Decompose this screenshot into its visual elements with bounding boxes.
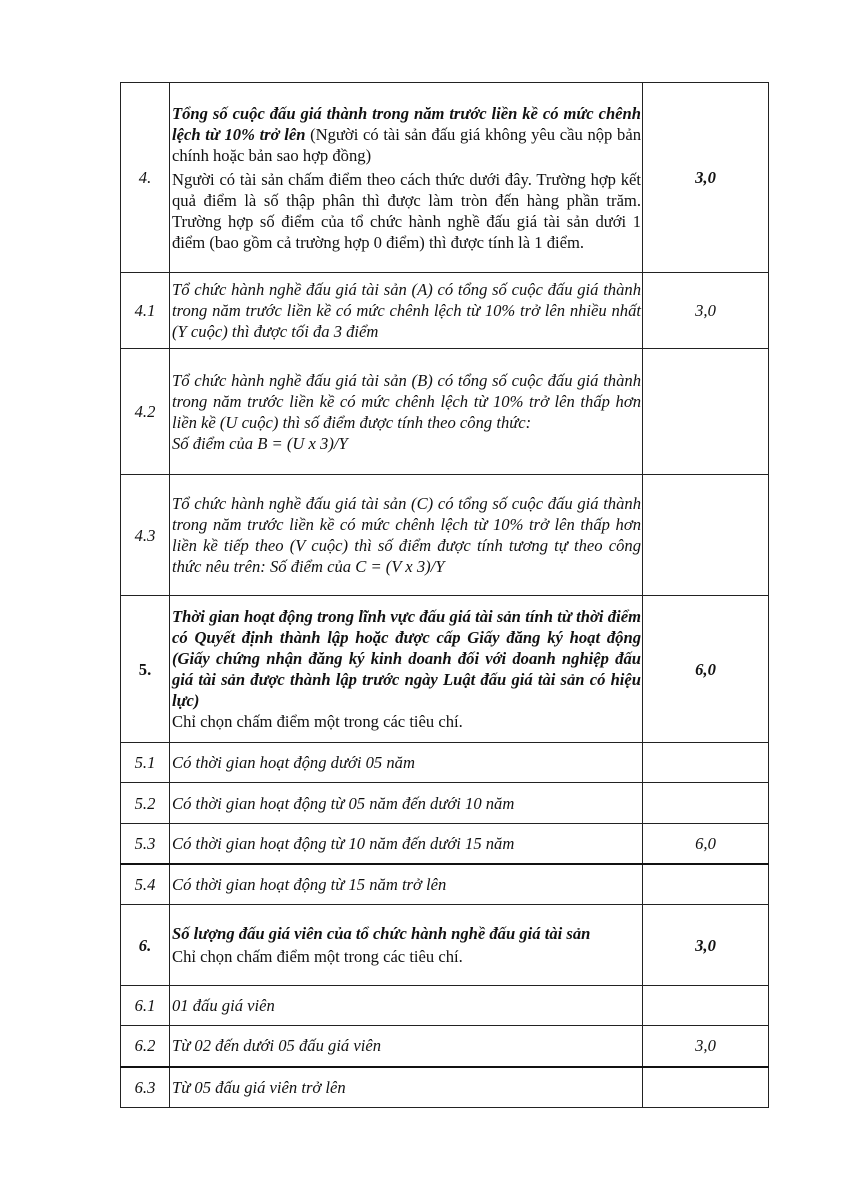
criteria-row [121,905,769,986]
criteria-number: 4. [121,83,170,273]
criteria-score [643,864,769,905]
criteria-row [121,475,769,596]
criteria-score: 3,0 [643,1026,769,1067]
criteria-formula: Số điểm của B = (U x 3)/Y [172,433,348,453]
criteria-score: 3,0 [643,273,769,349]
criteria-number: 4.1 [121,273,170,349]
criteria-description: Có thời gian hoạt động từ 10 năm đến dưới 15 năm [170,824,643,864]
criteria-score [643,783,769,824]
criteria-title-suffix: (Người có tài sản đấu giá không yêu cầu nộp bản chính hoặc bản sao hợp đồng) [172,124,641,165]
criteria-text: Tổ chức hành nghề đấu giá tài sản (B) có tổng số cuộc đấu giá thành trong năm trước liền kề có mức chênh lệch từ 10% trở lên thấp hơn liền kề (U cuộc) thì số điểm được tính theo công thức: [172,370,641,432]
criteria-description: Từ 02 đến dưới 05 đấu giá viên [170,1026,643,1067]
criteria-description: Có thời gian hoạt động dưới 05 năm [170,743,643,783]
criteria-note: Người có tài sản chấm điểm theo cách thức dưới đây. Trường hợp kết quả điểm là số thập phân thì được làm tròn đến hàng phần trăm. Trường hợp số điểm của tổ chức hành nghề đấu giá tài sản dưới 1 điểm (bao gồm cả trường hợp 0 điểm) thì được tính là 1 điểm. [172,169,641,252]
criteria-score [643,1067,769,1108]
criteria-score: 6,0 [643,824,769,864]
criteria-row [121,986,769,1026]
criteria-row [121,1067,769,1108]
criteria-row [121,824,769,864]
criteria-number: 6.2 [121,1026,170,1067]
criteria-number: 6. [121,905,170,986]
criteria-title: Thời gian hoạt động trong lĩnh vực đấu giá tài sản tính từ thời điểm có Quyết định thành lập hoặc được cấp Giấy đăng ký hoạt động (Giấy chứng nhận đăng ký kinh doanh đối với doanh nghiệp đấu giá tài sản được thành lập trước ngày Luật đấu giá tài sản có hiệu lực) [172,607,641,710]
criteria-number: 4.3 [121,475,170,596]
criteria-row [121,783,769,824]
criteria-number: 5.4 [121,864,170,905]
criteria-score [643,743,769,783]
criteria-description [170,596,643,743]
criteria-description: Có thời gian hoạt động từ 05 năm đến dưới 10 năm [170,783,643,824]
criteria-description [170,905,643,986]
criteria-row [121,349,769,475]
criteria-number: 4.2 [121,349,170,475]
criteria-description [170,349,643,475]
criteria-description: 01 đấu giá viên [170,986,643,1026]
criteria-number: 6.1 [121,986,170,1026]
criteria-score: 3,0 [643,83,769,273]
criteria-note: Chỉ chọn chấm điểm một trong các tiêu chí. [172,712,463,731]
criteria-row [121,596,769,743]
criteria-score [643,349,769,475]
criteria-score: 3,0 [643,905,769,986]
criteria-score [643,475,769,596]
criteria-number: 6.3 [121,1067,170,1108]
criteria-number: 5. [121,596,170,743]
criteria-description: Từ 05 đấu giá viên trở lên [170,1067,643,1108]
criteria-row [121,273,769,349]
criteria-row [121,1026,769,1067]
criteria-description: Tổ chức hành nghề đấu giá tài sản (C) có tổng số cuộc đấu giá thành trong năm trước liền kề có mức chênh lệch từ 10% trở lên thấp hơn liền kề tiếp theo (V cuộc) thì số điểm được tính tương tự theo công thức nêu trên: Số điểm của C = (V x 3)/Y [170,475,643,596]
criteria-description: Có thời gian hoạt động từ 15 năm trở lên [170,864,643,905]
criteria-description [170,83,643,273]
scoring-criteria-table [120,82,769,1108]
criteria-note: Chỉ chọn chấm điểm một trong các tiêu chí. [172,947,463,966]
criteria-row [121,83,769,273]
criteria-description: Tổ chức hành nghề đấu giá tài sản (A) có tổng số cuộc đấu giá thành trong năm trước liền kề có mức chênh lệch từ 10% trở lên nhiều nhất (Y cuộc) thì được tối đa 3 điểm [170,273,643,349]
criteria-score [643,986,769,1026]
criteria-number: 5.2 [121,783,170,824]
criteria-title: Tổng số cuộc đấu giá thành trong năm trước liền kề có mức chênh lệch từ 10% trở lên [172,103,641,144]
criteria-score: 6,0 [643,596,769,743]
criteria-title: Số lượng đấu giá viên của tổ chức hành nghề đấu giá tài sản [172,924,591,943]
criteria-number: 5.3 [121,824,170,864]
criteria-row [121,864,769,905]
criteria-number: 5.1 [121,743,170,783]
criteria-row [121,743,769,783]
